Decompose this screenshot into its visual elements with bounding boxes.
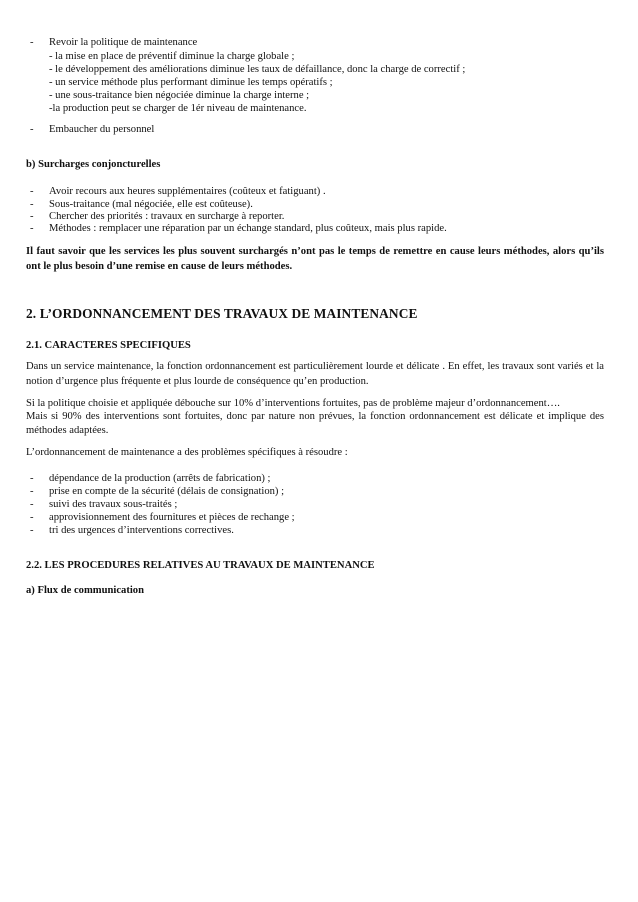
chapter-title: 2. L’ORDONNANCEMENT DES TRAVAUX DE MAINTENANCE [26, 306, 418, 321]
subsection-heading-a: a) Flux de communication [26, 585, 145, 596]
list-item [30, 524, 234, 538]
sub-item: - une sous-traitance bien négociée diminue la charge interne ; [49, 90, 310, 101]
paragraph: Mais si 90% des interventions sont fortuites, donc par nature non prévues, la fonction ordonnancement est délicate et implique des méthodes adaptées. [26, 411, 604, 436]
list-item [30, 222, 447, 236]
sub-item: - le développement des améliorations diminue les taux de défaillance, donc la charge de correctif ; [49, 64, 466, 75]
sub-item: -la production peut se charger de 1ér niveau de maintenance. [49, 103, 307, 114]
bullet-dash: - [30, 499, 34, 510]
bullet-dash: - [30, 186, 34, 197]
list-item-text: prise en compte de la sécurité (délais de consignation) ; [49, 486, 285, 497]
bullet-dash: - [30, 37, 34, 48]
list-item [30, 472, 270, 486]
bullet-dash: - [30, 211, 34, 222]
list-item-text: suivi des travaux sous-traités ; [49, 499, 178, 510]
list-item [30, 123, 154, 137]
list-item-text: Embaucher du personnel [49, 124, 155, 135]
paragraph: Dans un service maintenance, la fonction ordonnancement est particulièrement lourde et délicate . En effet, les travaux sont variés et la notion d’urgence plus fréquente et plus lourde de conséquence qu’en production. [26, 361, 604, 387]
list-item [30, 185, 326, 199]
bullet-dash: - [30, 223, 34, 234]
paragraph-line: Si la politique choisie et appliquée débouche sur 10% d’interventions fortuites, pas de problème majeur d’ordonnancement…. [26, 398, 560, 409]
list-item [30, 498, 177, 512]
conclusion-paragraph: Il faut savoir que les services les plus souvent surchargés n’ont pas le temps de remettre en cause leurs méthodes, alors qu’ils ont le plus besoin d’une remise en cause de leurs méthodes. [26, 246, 604, 272]
bullet-dash: - [30, 124, 34, 135]
list-item-text: approvisionnement des fournitures et pièces de rechange ; [49, 512, 295, 523]
bullet-dash: - [30, 199, 34, 210]
list-item-text: Méthodes : remplacer une réparation par un échange standard, plus coûteux, mais plus rapide. [49, 223, 447, 234]
sub-item: - un service méthode plus performant diminue les temps opératifs ; [49, 77, 333, 88]
sub-item: - la mise en place de préventif diminue la charge globale ; [49, 51, 295, 62]
list-item [30, 511, 295, 525]
bullet-dash: - [30, 525, 34, 536]
list-item-text: Revoir la politique de maintenance [49, 37, 198, 48]
subsection-heading-b: b) Surcharges conjoncturelles [26, 159, 161, 170]
list-item [30, 36, 197, 50]
bullet-dash: - [30, 473, 34, 484]
list-item-text: dépendance de la production (arrêts de fabrication) ; [49, 473, 271, 484]
list-item-text: tri des urgences d’interventions correctives. [49, 525, 234, 536]
list-item-text: Avoir recours aux heures supplémentaires (coûteux et fatiguant) . [49, 186, 326, 197]
section-heading-2-1: 2.1. CARACTERES SPECIFIQUES [26, 340, 191, 351]
list-item [30, 485, 284, 499]
bullet-dash: - [30, 486, 34, 497]
list-item-text: Chercher des priorités : travaux en surcharge à reporter. [49, 211, 285, 222]
paragraph: L’ordonnancement de maintenance a des problèmes spécifiques à résoudre : [26, 447, 348, 458]
list-item-text: Sous-traitance (mal négociée, elle est coûteuse). [49, 199, 253, 210]
section-heading-2-2: 2.2. LES PROCEDURES RELATIVES AU TRAVAUX DE MAINTENANCE [26, 560, 375, 571]
bullet-dash: - [30, 512, 34, 523]
